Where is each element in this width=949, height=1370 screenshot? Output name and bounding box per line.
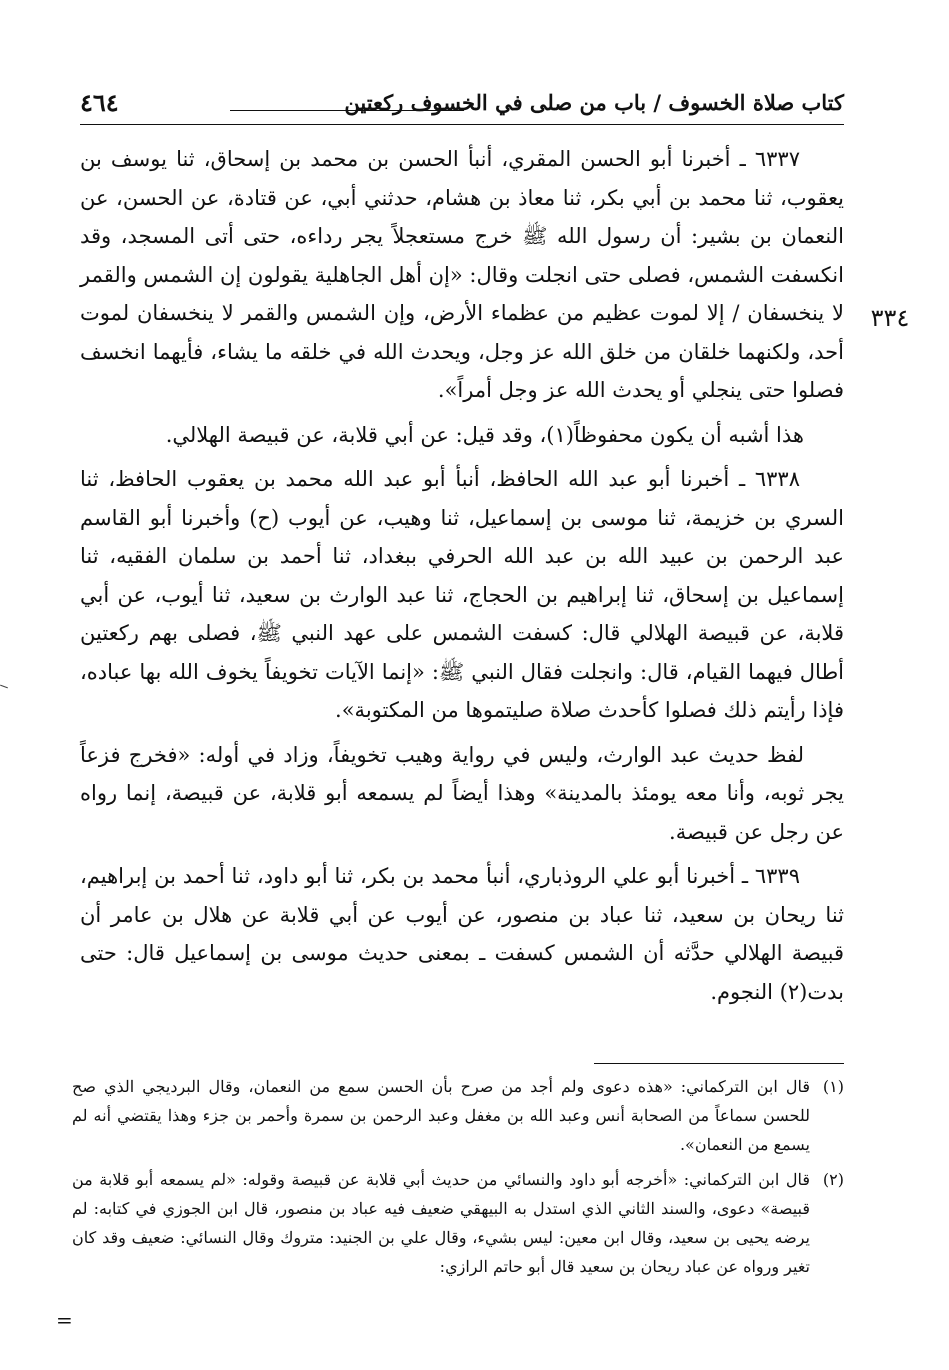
- margin-tick-mark: [0, 685, 8, 689]
- margin-page-reference: ٣٣٤: [870, 304, 910, 332]
- footnote-number: (٢): [822, 1170, 844, 1189]
- footnote-number: (١): [822, 1077, 844, 1096]
- running-header: [80, 88, 844, 125]
- footnote-text: قال ابن التركماني: «أخرجه أبو داود والنسائي من حديث أبي قلابة عن قبيصة وقوله: «لم يسمعه أبو قلابة من قبيصة» دعوى، والسند الثاني الذي استدل به البيهقي ضعيف فيه عباد بن منصور، قال ابن الجوزي في كتابه: لم يرضه يحيى بن سعيد، وقال ابن معين: ليس بشيء، وقال علي بن الجنيد: متروك وقال النسائي: ضعيف وقد كان تغير ورواه عن عباد ريحان بن سعيد قال أبو حاتم الرازي:: [72, 1170, 810, 1276]
- hadith-6337: ٦٣٣٧ ـ أخبرنا أبو الحسن المقري، أنبأ الحسن بن محمد بن إسحاق، ثنا يوسف بن يعقوب، ثنا محمد بن أبي بكر، ثنا معاذ بن هشام، حدثني أبي، عن قتادة، عن الحسن، عن النعمان بن بشير: أن رسول الله ﷺ خرج مستعجلاً يجر رداءه، حتى أتى المسجد، وقد انكسفت الشمس، فصلى حتى انجلت وقال: «إن أهل الجاهلية يقولون إن الشمس والقمر لا ينخسفان / إلا لموت عظيم من عظماء الأرض، وإن الشمس والقمر لا ينخسفان لموت أحد، ولكنهما خلقان من خلق الله عز وجل، ويحدث الله في خلقه ما يشاء، فأيهما انخسف فصلوا حتى ينجلي أو يحدث الله عز وجل أمراً».: [80, 147, 844, 402]
- main-text: [80, 140, 844, 1017]
- footnote-text: قال ابن التركماني: «هذه دعوى ولم أجد من صرح بأن الحسن سمع من النعمان، وقال البرديجي الذي صح للحسن سماعاً من الصحابة أنس وعبد الله بن مغفل وعبد الرحمن بن سمرة وأحمر بن جزء وهذا يقتضي أنه لم يسمع من النعمان».: [72, 1077, 810, 1154]
- continuation-mark: =: [56, 1308, 73, 1332]
- commentary-paragraph: هذا أشبه أن يكون محفوظاً(١)، وقد قيل: عن أبي قلابة، عن قبيصة الهلالي.: [165, 422, 804, 447]
- commentary-paragraph: لفظ حديث عبد الوارث، وليس في رواية وهيب تخويفاً، وزاد في أوله: «فخرج فزعاً يجر ثوبه، وأنا معه يومئذ بالمدينة» وهذا أيضاً لم يسمعه أبو قلابة، عن قبيصة، إنما رواه عن رجل عن قبيصة.: [80, 742, 844, 844]
- footnote-1: [72, 1072, 844, 1159]
- footnote-2: [72, 1165, 844, 1281]
- footnote-separator: [594, 1063, 844, 1064]
- header-title: كتاب صلاة الخسوف / باب من صلى في الخسوف ركعتين: [344, 90, 844, 115]
- hadith-6339: ٦٣٣٩ ـ أخبرنا أبو علي الروذباري، أنبأ محمد بن بكر، ثنا أبو داود، ثنا أحمد بن إبراهيم، ثنا ريحان بن سعيد، ثنا عباد بن منصور، عن أيوب عن أبي قلابة عن هلال بن عامر أن قبيصة الهلالي حدَّثه أن الشمس كسفت ـ بمعنى حديث موسى بن إسماعيل قال: حتى بدت(٢) النجوم.: [80, 864, 844, 1004]
- footnotes: [72, 1072, 844, 1287]
- hadith-6338: ٦٣٣٨ ـ أخبرنا أبو عبد الله الحافظ، أنبأ أبو عبد الله محمد بن يعقوب الحافظ، ثنا السري بن خزيمة، ثنا موسى بن إسماعيل، ثنا وهيب، عن أيوب (ح) وأخبرنا أبو القاسم عبد الرحمن بن عبيد الله بن عبد الله الحرفي ببغداد، ثنا أحمد بن سلمان الفقيه، ثنا إسماعيل بن إسحاق، ثنا إبراهيم بن الحجاج، ثنا عبد الوارث بن سعيد، ثنا أيوب، عن أبي قلابة، عن قبيصة الهلالي قال: كسفت الشمس على عهد النبي ﷺ، فصلى بهم ركعتين أطال فيهما القيام، قال: وانجلت فقال النبي ﷺ: «إنما الآيات تخويفاً يخوف الله بها عباده، فإذا رأيتم ذلك فصلوا كأحدث صلاة صليتموها من المكتوبة».: [80, 467, 844, 722]
- header-dash-rule: [230, 110, 464, 111]
- page-number: ٤٦٤: [80, 88, 119, 117]
